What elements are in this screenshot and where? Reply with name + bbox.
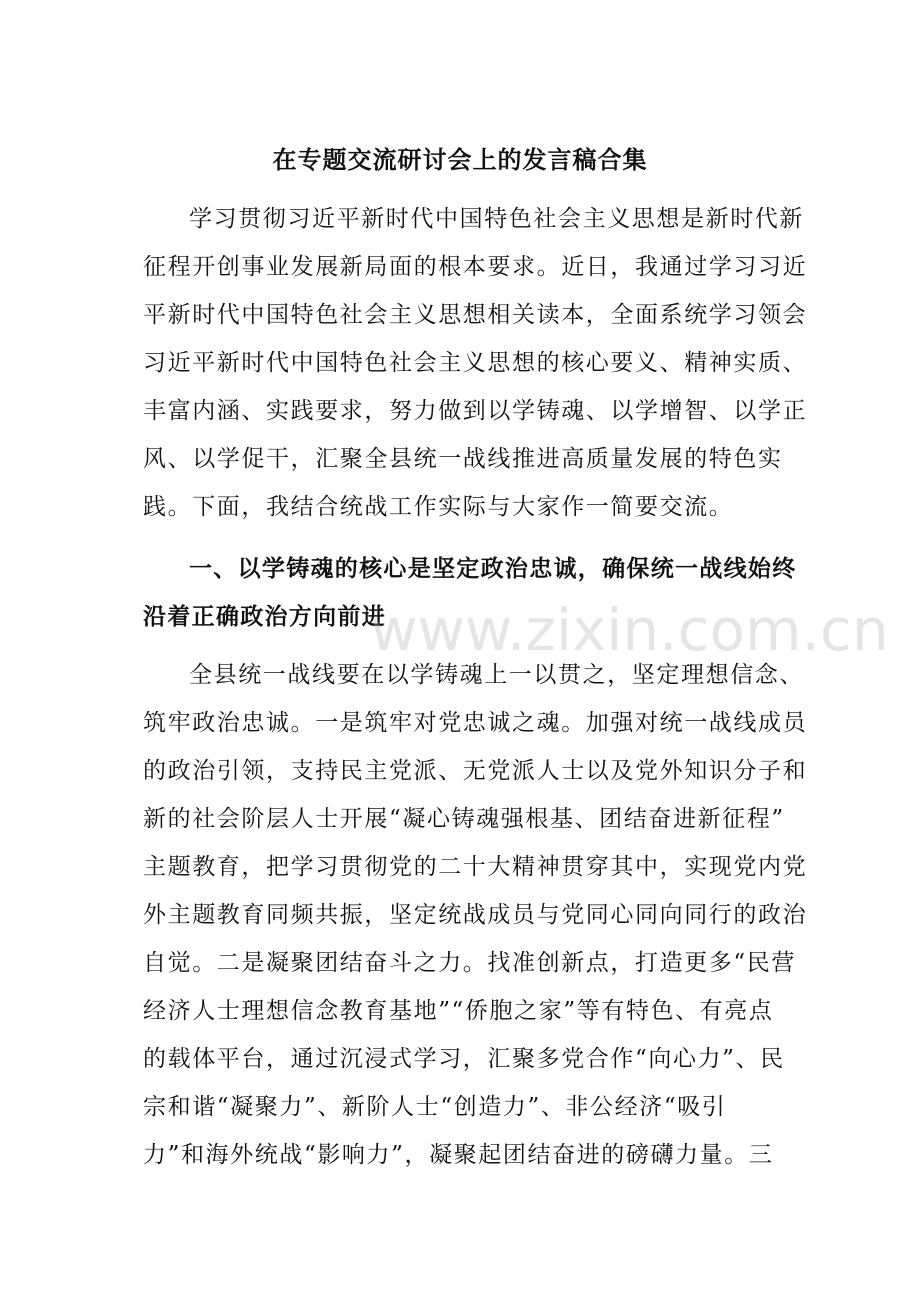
paragraph-line: 外主题教育同频共振，坚定统战成员与党同心同向同行的政治 <box>143 902 808 928</box>
heading-line: 一、以学铸魂的核心是坚定政治忠诚，确保统一战线始终 <box>189 556 797 582</box>
document-title: 在专题交流研讨会上的发言稿合集 <box>272 146 648 174</box>
section-heading <box>143 545 797 641</box>
paragraph-line: 丰富内涵、实践要求，努力做到以学铸魂、以学增智、以学正 <box>143 398 808 424</box>
paragraph-line: 的政治引领，支持民主党派、无党派人士以及党外知识分子和 <box>143 758 808 784</box>
paragraph-line: 践。下面，我结合统战工作实际与大家作一简要交流。 <box>143 494 734 520</box>
paragraph-line: 的载体平台，通过沉浸式学习，汇聚多党合作“向心力”、民 <box>143 1046 785 1072</box>
paragraph-line: 力”和海外统战“影响力”，凝聚起团结奋进的磅礴力量。三 <box>143 1142 774 1168</box>
paragraph-line: 平新时代中国特色社会主义思想相关读本，全面系统学习领会 <box>143 302 808 328</box>
paragraph-line: 征程开创事业发展新局面的根本要求。近日，我通过学习习近 <box>143 254 808 280</box>
paragraph-line: 经济人士理想信念教育基地”“侨胞之家”等有特色、有亮点 <box>143 998 774 1024</box>
paragraph-line: 主题教育，把学习贯彻党的二十大精神贯穿其中，实现党内党 <box>143 854 808 880</box>
heading-line: 沿着正确政治方向前进 <box>143 604 386 630</box>
section-body-paragraph <box>143 651 808 1179</box>
paragraph-line: 习近平新时代中国特色社会主义思想的核心要义、精神实质、 <box>143 350 808 376</box>
paragraph-line: 全县统一战线要在以学铸魂上一以贯之，坚定理想信念、 <box>189 662 804 688</box>
paragraph-line: 新的社会阶层人士开展“凝心铸魂强根基、团结奋进新征程” <box>143 806 785 832</box>
intro-paragraph <box>143 195 808 531</box>
paragraph-line: 自觉。二是凝聚团结奋斗之力。找准创新点，打造更多“民营 <box>143 950 796 976</box>
paragraph-line: 学习贯彻习近平新时代中国特色社会主义思想是新时代新 <box>189 206 804 232</box>
paragraph-line: 宗和谐“凝聚力”、新阶人士“创造力”、非公经济“吸引 <box>143 1094 727 1120</box>
watermark: www.zixin.com.cn <box>370 596 889 664</box>
paragraph-line: 风、以学促干，汇聚全县统一战线推进高质量发展的特色实 <box>143 446 783 472</box>
paragraph-line: 筑牢政治忠诚。一是筑牢对党忠诚之魂。加强对统一战线成员 <box>143 710 808 736</box>
